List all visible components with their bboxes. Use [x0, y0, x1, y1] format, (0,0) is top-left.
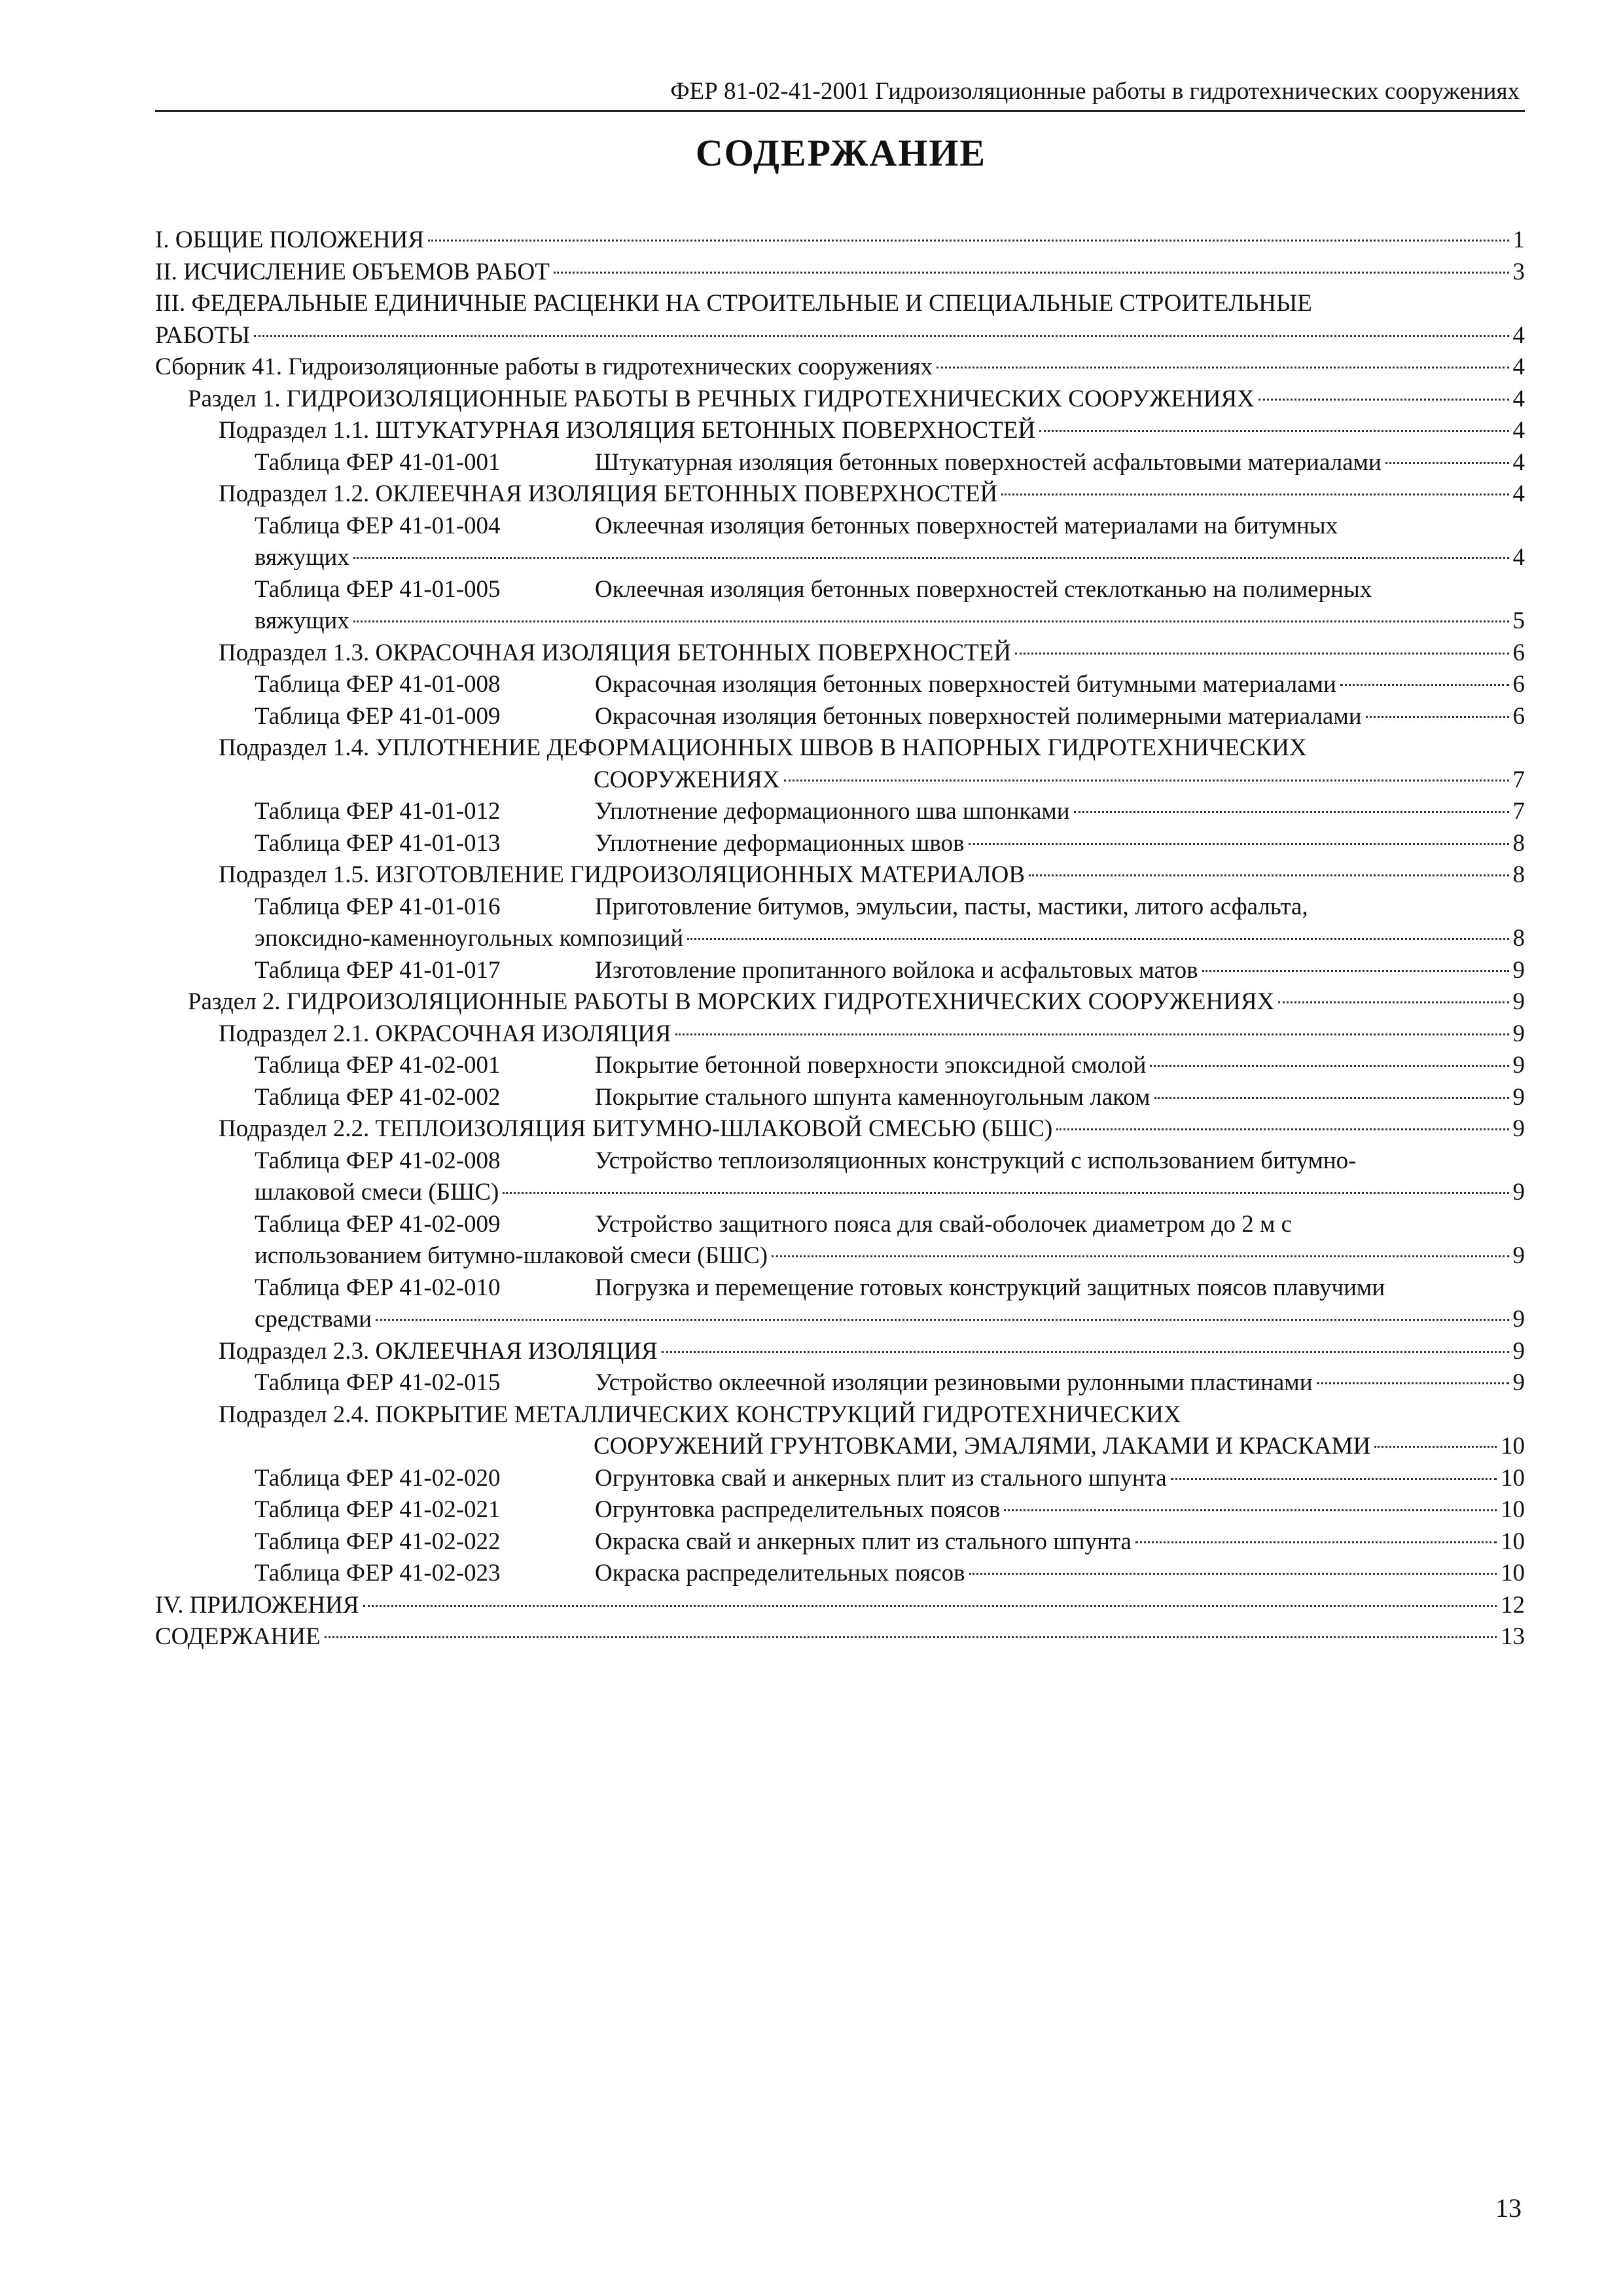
toc-entry-title: Подраздел 1.4. УПЛОТНЕНИЕ ДЕФОРМАЦИОННЫХ ШВОВ В НАПОРНЫХ ГИДРОТЕХНИЧЕСКИХ — [219, 734, 1307, 761]
toc-entry[interactable] — [155, 1621, 1525, 1653]
leader-dots — [376, 1319, 1509, 1321]
leader-dots — [325, 1636, 1497, 1638]
table-code: Таблица ФЕР 41-01-017 — [255, 956, 501, 984]
toc-entry-page: 9 — [1512, 1369, 1525, 1396]
toc-entry-page: 9 — [1512, 1052, 1525, 1079]
toc-entry-title: IV. ПРИЛОЖЕНИЯ — [155, 1591, 359, 1619]
toc-entry-page: 10 — [1501, 1464, 1525, 1492]
toc-entry-title: Приготовление битумов, эмульсии, пасты, мастики, литого асфальта, — [595, 893, 1308, 920]
toc-entry-title: Окраска распределительных поясов — [595, 1560, 965, 1587]
toc-entry-title: Огрунтовка свай и анкерных плит из стального шпунта — [595, 1464, 1167, 1492]
toc-entry-title: Устройство теплоизоляционных конструкций с использованием битумно- — [595, 1147, 1357, 1174]
toc-entry-page: 10 — [1501, 1560, 1525, 1587]
toc-entry[interactable] — [155, 478, 1525, 511]
toc-entry[interactable] — [155, 986, 1525, 1018]
toc-entry-page: 4 — [1512, 480, 1525, 507]
table-code: Таблица ФЕР 41-02-009 — [255, 1210, 501, 1238]
leader-dots — [1056, 1128, 1508, 1130]
page-title: СОДЕРЖАНИЕ — [695, 132, 987, 174]
table-code: Таблица ФЕР 41-02-022 — [255, 1528, 501, 1555]
toc-entry[interactable] — [155, 1399, 1525, 1463]
toc-entry-title: Подраздел 2.1. ОКРАСОЧНАЯ ИЗОЛЯЦИЯ — [219, 1020, 671, 1047]
toc-entry-page: 4 — [1512, 321, 1525, 349]
toc-entry-title: СОДЕРЖАНИЕ — [155, 1623, 321, 1650]
toc-entry-title-continued: вяжущих — [255, 544, 349, 571]
toc-entry-title: Уплотнение деформационных швов — [595, 829, 965, 857]
toc-entry-page: 1 — [1512, 226, 1525, 253]
leader-dots — [1135, 1541, 1497, 1543]
table-code: Таблица ФЕР 41-02-010 — [255, 1274, 501, 1301]
toc-entry-title: Сборник 41. Гидроизоляционные работы в гидротехнических сооружениях — [155, 353, 933, 380]
leader-dots — [1029, 874, 1508, 876]
toc-entry-title-continued: РАБОТЫ — [155, 321, 251, 349]
toc-entry-page: 9 — [1512, 1337, 1525, 1365]
toc-entry-title: Уплотнение деформационного шва шпонками — [595, 798, 1070, 825]
table-code: Таблица ФЕР 41-01-016 — [255, 893, 501, 920]
leader-dots — [428, 240, 1508, 242]
toc-entry-title: Устройство оклеечной изоляции резиновыми рулонными пластинами — [595, 1369, 1313, 1396]
toc-entry[interactable] — [155, 732, 1525, 796]
toc-entry-title: Устройство защитного пояса для свай-оболочек диаметром до 2 м с — [595, 1210, 1293, 1238]
toc-entry[interactable] — [155, 1050, 1525, 1082]
toc-entry[interactable] — [155, 447, 1525, 479]
toc-entry-title: Покрытие стального шпунта каменноугольным лаком — [595, 1083, 1150, 1111]
leader-dots — [254, 335, 1508, 337]
toc-entry-title: Подраздел 2.3. ОКЛЕЕЧНАЯ ИЗОЛЯЦИЯ — [219, 1337, 658, 1365]
toc-entry[interactable] — [155, 288, 1525, 351]
toc-entry[interactable] — [155, 796, 1525, 828]
leader-dots — [1374, 1446, 1497, 1448]
table-code: Таблица ФЕР 41-01-008 — [255, 671, 501, 698]
toc-entry[interactable] — [155, 257, 1525, 289]
toc-entry-page: 10 — [1501, 1433, 1525, 1460]
header-text: ФЕР 81-02-41-2001 Гидроизоляционные работы в гидротехнических сооружениях — [670, 78, 1520, 105]
toc-entry-page: 5 — [1512, 607, 1525, 634]
leader-dots — [675, 1033, 1509, 1035]
table-code: Таблица ФЕР 41-02-015 — [255, 1369, 501, 1396]
toc-entry[interactable] — [155, 574, 1525, 637]
toc-entry-page: 8 — [1512, 925, 1525, 952]
toc-entry-title-continued: использованием битумно-шлаковой смеси (БШС) — [255, 1242, 768, 1269]
leader-dots — [353, 620, 1509, 622]
table-code: Таблица ФЕР 41-02-001 — [255, 1052, 501, 1079]
toc-entry-page: 4 — [1512, 448, 1525, 476]
toc-entry-title-continued: СООРУЖЕНИЙ ГРУНТОВКАМИ, ЭМАЛЯМИ, ЛАКАМИ И КРАСКАМИ — [594, 1433, 1371, 1460]
table-code: Таблица ФЕР 41-01-013 — [255, 829, 501, 857]
toc-entry[interactable] — [155, 1145, 1525, 1209]
toc-entry-title-continued: СООРУЖЕНИЯХ — [594, 766, 780, 793]
toc-entry-page: 9 — [1512, 1020, 1525, 1047]
leader-dots — [1015, 653, 1508, 655]
toc-entry-page: 7 — [1512, 766, 1525, 793]
toc-entry-title: Погрузка и перемещение готовых конструкций защитных поясов плавучими — [595, 1274, 1385, 1301]
toc-entry-title: III. ФЕДЕРАЛЬНЫЕ ЕДИНИЧНЫЕ РАСЦЕНКИ НА СТРОИТЕЛЬНЫЕ И СПЕЦИАЛЬНЫЕ СТРОИТЕЛЬНЫЕ — [155, 290, 1312, 317]
table-code: Таблица ФЕР 41-01-001 — [255, 448, 501, 476]
toc-entry[interactable] — [155, 1494, 1525, 1526]
table-code: Таблица ФЕР 41-02-023 — [255, 1560, 501, 1587]
toc-entry-page: 4 — [1512, 544, 1525, 571]
table-code: Таблица ФЕР 41-02-002 — [255, 1083, 501, 1111]
toc-entry-page: 9 — [1512, 1083, 1525, 1111]
leader-dots — [1074, 811, 1509, 813]
toc-entry[interactable] — [155, 1209, 1525, 1272]
leader-dots — [1001, 493, 1508, 495]
leader-dots — [1202, 970, 1509, 972]
toc-entry-title-continued: эпоксидно-каменноугольных композиций — [255, 925, 684, 952]
leader-dots — [554, 272, 1509, 274]
leader-dots — [687, 938, 1508, 940]
leader-dots — [363, 1605, 1497, 1607]
toc-entry-title: Окрасочная изоляция бетонных поверхностей полимерными материалами — [595, 702, 1362, 730]
toc-entry[interactable] — [155, 1272, 1525, 1336]
toc-entry[interactable] — [155, 224, 1525, 257]
leader-dots — [1366, 716, 1509, 718]
toc-entry-title: Оклеечная изоляция бетонных поверхностей стеклотканью на полимерных — [595, 575, 1372, 603]
toc-entry-page: 10 — [1501, 1528, 1525, 1555]
toc-entry[interactable] — [155, 384, 1525, 416]
table-code: Таблица ФЕР 41-01-012 — [255, 798, 501, 825]
toc-entry-title: II. ИСЧИСЛЕНИЕ ОБЪЕМОВ РАБОТ — [155, 258, 550, 285]
table-code: Таблица ФЕР 41-02-021 — [255, 1496, 501, 1523]
toc-entry-page: 8 — [1512, 829, 1525, 857]
toc-entry-title-continued: шлаковой смеси (БШС) — [255, 1179, 499, 1206]
toc-entry-title: Подраздел 1.1. ШТУКАТУРНАЯ ИЗОЛЯЦИЯ БЕТОННЫХ ПОВЕРХНОСТЕЙ — [219, 417, 1036, 444]
toc-entry-title-continued: вяжущих — [255, 607, 349, 634]
leader-dots — [1317, 1382, 1509, 1384]
toc-entry-page: 12 — [1501, 1591, 1525, 1619]
toc-entry[interactable] — [155, 1590, 1525, 1622]
toc-entry[interactable] — [155, 511, 1525, 574]
leader-dots — [1004, 1509, 1497, 1511]
toc-entry[interactable] — [155, 637, 1525, 670]
toc-entry-title: Изготовление пропитанного войлока и асфальтовых матов — [595, 956, 1198, 984]
toc-entry-title: I. ОБЩИЕ ПОЛОЖЕНИЯ — [155, 226, 425, 253]
toc-entry-title: Оклеечная изоляция бетонных поверхностей материалами на битумных — [595, 512, 1338, 539]
toc-entry-page: 9 — [1512, 1179, 1525, 1206]
toc-entry-title: Подраздел 1.3. ОКРАСОЧНАЯ ИЗОЛЯЦИЯ БЕТОННЫХ ПОВЕРХНОСТЕЙ — [219, 639, 1012, 666]
toc-entry[interactable] — [155, 351, 1525, 384]
table-code: Таблица ФЕР 41-02-020 — [255, 1464, 501, 1492]
toc-entry-page: 9 — [1512, 1242, 1525, 1269]
leader-dots — [353, 557, 1509, 559]
toc-entry-page: 6 — [1512, 639, 1525, 666]
toc-entry-page: 4 — [1512, 353, 1525, 380]
toc-entry[interactable] — [155, 1082, 1525, 1114]
leader-dots — [1385, 462, 1509, 464]
toc-entry-page: 4 — [1512, 417, 1525, 444]
toc-entry-page: 9 — [1512, 956, 1525, 984]
table-of-contents — [155, 224, 1525, 1653]
toc-entry-page: 4 — [1512, 385, 1525, 412]
toc-entry-title: Окраска свай и анкерных плит из стального шпунта — [595, 1528, 1132, 1555]
leader-dots — [772, 1255, 1508, 1257]
toc-entry[interactable] — [155, 1018, 1525, 1050]
toc-entry[interactable] — [155, 828, 1525, 860]
leader-dots — [1340, 684, 1509, 686]
leader-dots — [1154, 1097, 1509, 1099]
leader-dots — [1171, 1478, 1497, 1480]
toc-entry-title: Подраздел 1.2. ОКЛЕЕЧНАЯ ИЗОЛЯЦИЯ БЕТОННЫХ ПОВЕРХНОСТЕЙ — [219, 480, 998, 507]
running-header — [155, 73, 1525, 112]
toc-entry-title-continued: средствами — [255, 1306, 372, 1333]
toc-entry[interactable] — [155, 1336, 1525, 1368]
toc-entry-title: Огрунтовка распределительных поясов — [595, 1496, 1001, 1523]
toc-entry-title: Подраздел 2.2. ТЕПЛОИЗОЛЯЦИЯ БИТУМНО-ШЛАКОВОЙ СМЕСЬЮ (БШС) — [219, 1115, 1053, 1142]
toc-entry[interactable] — [155, 415, 1525, 447]
leader-dots — [1150, 1065, 1508, 1067]
table-code: Таблица ФЕР 41-02-008 — [255, 1147, 501, 1174]
toc-entry[interactable] — [155, 669, 1525, 701]
toc-entry[interactable] — [155, 1463, 1525, 1495]
leader-dots — [1278, 1001, 1508, 1003]
toc-entry-title: Подраздел 2.4. ПОКРЫТИЕ МЕТАЛЛИЧЕСКИХ КОНСТРУКЦИЙ ГИДРОТЕХНИЧЕСКИХ — [219, 1401, 1181, 1428]
leader-dots — [936, 367, 1508, 368]
toc-entry-page: 9 — [1512, 1306, 1525, 1333]
toc-entry-title: Раздел 2. ГИДРОИЗОЛЯЦИОННЫЕ РАБОТЫ В МОРСКИХ ГИДРОТЕХНИЧЕСКИХ СООРУЖЕНИЯХ — [188, 988, 1275, 1015]
toc-entry[interactable] — [155, 891, 1525, 955]
leader-dots — [784, 780, 1509, 781]
leader-dots — [1258, 399, 1509, 401]
leader-dots — [1039, 430, 1508, 432]
toc-entry-title: Штукатурная изоляция бетонных поверхностей асфальтовыми материалами — [595, 448, 1382, 476]
toc-entry[interactable] — [155, 955, 1525, 987]
toc-entry-title: Раздел 1. ГИДРОИЗОЛЯЦИОННЫЕ РАБОТЫ В РЕЧНЫХ ГИДРОТЕХНИЧЕСКИХ СООРУЖЕНИЯХ — [188, 385, 1255, 412]
toc-entry[interactable] — [155, 859, 1525, 891]
toc-entry-page: 7 — [1512, 798, 1525, 825]
leader-dots — [662, 1351, 1509, 1353]
toc-entry[interactable] — [155, 1113, 1525, 1145]
leader-dots — [969, 1573, 1497, 1575]
toc-entry-title: Окрасочная изоляция бетонных поверхностей битумными материалами — [595, 671, 1336, 698]
toc-entry-page: 6 — [1512, 702, 1525, 730]
leader-dots — [969, 843, 1509, 845]
toc-entry[interactable] — [155, 701, 1525, 733]
toc-entry-page: 8 — [1512, 861, 1525, 888]
toc-entry-page: 13 — [1501, 1623, 1525, 1650]
toc-entry-page: 3 — [1512, 258, 1525, 285]
toc-entry-page: 9 — [1512, 1115, 1525, 1142]
toc-entry-page: 9 — [1512, 988, 1525, 1015]
toc-entry[interactable] — [155, 1526, 1525, 1558]
table-code: Таблица ФЕР 41-01-009 — [255, 702, 501, 730]
toc-entry-title: Подраздел 1.5. ИЗГОТОВЛЕНИЕ ГИДРОИЗОЛЯЦИОННЫХ МАТЕРИАЛОВ — [219, 861, 1026, 888]
leader-dots — [503, 1192, 1508, 1194]
toc-entry[interactable] — [155, 1558, 1525, 1590]
toc-entry-page: 10 — [1501, 1496, 1525, 1523]
toc-entry-page: 6 — [1512, 671, 1525, 698]
page-number: 13 — [1495, 2193, 1522, 2223]
table-code: Таблица ФЕР 41-01-005 — [255, 575, 501, 603]
toc-entry[interactable] — [155, 1367, 1525, 1399]
table-code: Таблица ФЕР 41-01-004 — [255, 512, 501, 539]
toc-entry-title: Покрытие бетонной поверхности эпоксидной смолой — [595, 1052, 1147, 1079]
